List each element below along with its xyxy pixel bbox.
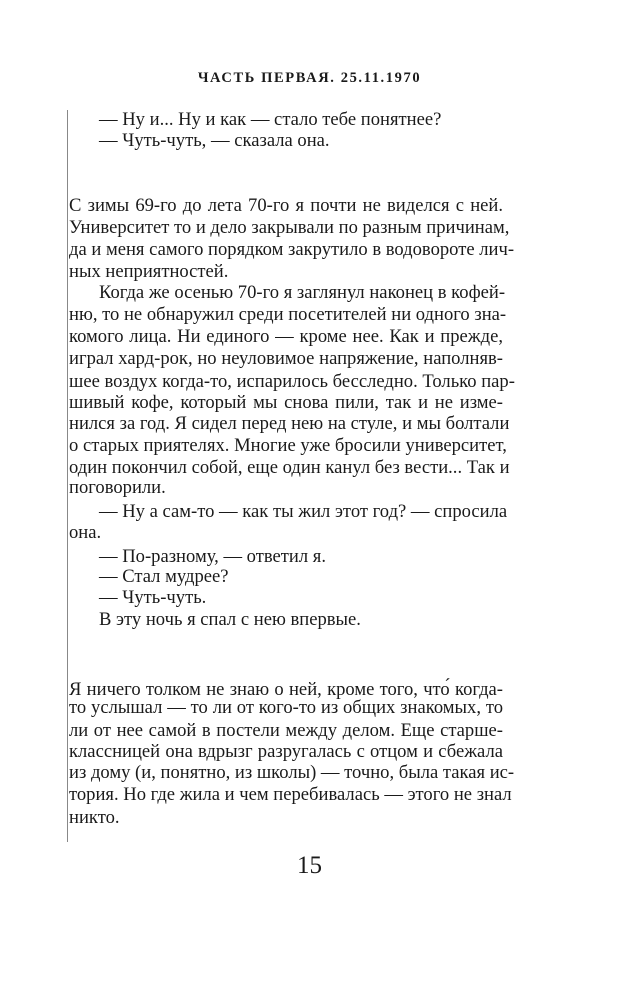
- text-line: С зимы 69-го до лета 70-го я почти не виделся с ней.: [69, 195, 503, 216]
- text-line: — Стал мудрее?: [99, 566, 229, 587]
- text-line: — Ну а сам-то — как ты жил этот год? — спросила: [99, 501, 508, 522]
- text-line: ных неприятностей.: [69, 261, 229, 282]
- text-line: играл хард-рок, но неуловимое напряжение, наполняв-: [69, 348, 503, 369]
- text-line: ню, то не обнаружил среди посетителей ни одного зна-: [69, 304, 507, 325]
- text-line: классницей она вдрызг разругалась с отцом и сбежала: [69, 741, 503, 762]
- text-line: — Ну и... Ну и как — стало тебе понятнее?: [99, 109, 442, 130]
- text-line: тория. Но где жила и чем перебивалась — этого не знал: [69, 784, 512, 805]
- text-line: шивый кофе, который мы снова пили, так и не изме-: [69, 392, 503, 413]
- text-line: нился за год. Я сидел перед нею на стуле, и мы болтали: [69, 413, 510, 434]
- text-line: она.: [69, 522, 102, 543]
- text-line: В эту ночь я спал с нею впервые.: [99, 609, 361, 630]
- text-line: то услышал — то ли от кого-то из общих знакомых, то: [69, 697, 503, 718]
- running-header: ЧАСТЬ ПЕРВАЯ. 25.11.1970: [197, 70, 422, 86]
- text-line: комого лица. Ни единого — кроме нее. Как и прежде,: [69, 326, 503, 347]
- text-line: — Чуть-чуть.: [99, 587, 207, 608]
- text-line: Я ничего толком не знаю о ней, кроме того, что́ когда-: [69, 679, 503, 700]
- text-line: шее воздух когда-то, испарилось бесследно. Только пар-: [69, 371, 515, 392]
- text-line: Университет то и дело закрывали по разным причинам,: [69, 217, 510, 238]
- text-line: из дому (и, понятно, из школы) — точно, была такая ис-: [69, 762, 515, 783]
- text-line: — По-разному, — ответил я.: [99, 546, 326, 567]
- text-line: один покончил собой, еще один канул без вести... Так и: [69, 457, 510, 478]
- text-line: — Чуть-чуть, — сказала она.: [99, 130, 330, 151]
- text-line: о старых приятелях. Многие уже бросили университет,: [69, 435, 507, 456]
- text-line: никто.: [69, 807, 120, 828]
- text-line: да и меня самого порядком закрутило в водовороте лич-: [69, 239, 515, 260]
- text-line: поговорили.: [69, 477, 166, 498]
- page-number: 15: [297, 852, 322, 879]
- text-line: ли от нее самой в постели между делом. Еще старше-: [69, 720, 503, 741]
- text-line: Когда же осенью 70-го я заглянул наконец в кофей-: [99, 282, 506, 303]
- margin-rule: [67, 110, 68, 842]
